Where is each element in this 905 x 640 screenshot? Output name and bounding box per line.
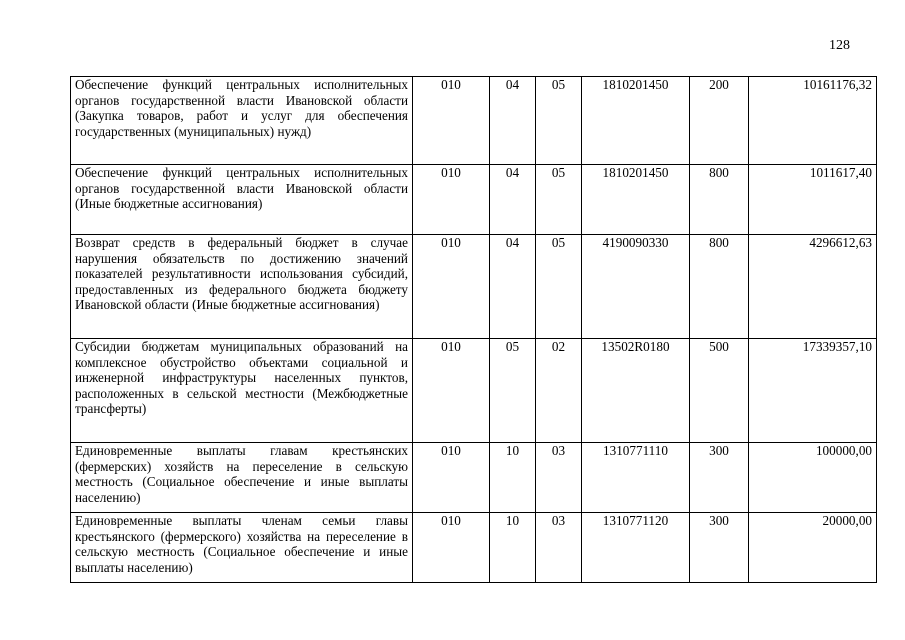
- table-row: [71, 77, 877, 165]
- target-article-code: 1310771120: [582, 513, 690, 583]
- subsection-code: 05: [536, 77, 582, 165]
- section-code: 04: [490, 77, 536, 165]
- table-row: [71, 165, 877, 235]
- expense-description: Обеспечение функций центральных исполнительных органов государственной власти Ивановской области (Иные бюджетные ассигнования): [71, 165, 413, 235]
- subsection-code: 02: [536, 339, 582, 443]
- section-code: 10: [490, 443, 536, 513]
- ministry-code: 010: [413, 77, 490, 165]
- budget-table: [70, 76, 877, 583]
- target-article-code: 4190090330: [582, 235, 690, 339]
- table-row: [71, 443, 877, 513]
- expense-type-code: 300: [690, 513, 749, 583]
- table-row: [71, 339, 877, 443]
- subsection-code: 05: [536, 235, 582, 339]
- section-code: 10: [490, 513, 536, 583]
- target-article-code: 13502R0180: [582, 339, 690, 443]
- expense-type-code: 300: [690, 443, 749, 513]
- ministry-code: 010: [413, 443, 490, 513]
- expense-type-code: 800: [690, 165, 749, 235]
- ministry-code: 010: [413, 513, 490, 583]
- expense-description: Обеспечение функций центральных исполнительных органов государственной власти Ивановской области (Закупка товаров, работ и услуг для обеспечения государственных (муниципальных) нужд): [71, 77, 413, 165]
- expense-description: Субсидии бюджетам муниципальных образований на комплексное обустройство объектами социальной и инженерной инфраструктуры населенных пунктов, расположенных в сельской местности (Межбюджетные трансферты): [71, 339, 413, 443]
- expense-description: Единовременные выплаты главам крестьянских (фермерских) хозяйств на переселение в сельскую местность (Социальное обеспечение и иные выплаты населению): [71, 443, 413, 513]
- amount: 4296612,63: [749, 235, 877, 339]
- subsection-code: 05: [536, 165, 582, 235]
- section-code: 04: [490, 165, 536, 235]
- amount: 100000,00: [749, 443, 877, 513]
- ministry-code: 010: [413, 235, 490, 339]
- table-row: [71, 235, 877, 339]
- expense-type-code: 500: [690, 339, 749, 443]
- amount: 17339357,10: [749, 339, 877, 443]
- target-article-code: 1310771110: [582, 443, 690, 513]
- expense-description: Единовременные выплаты членам семьи главы крестьянского (фермерского) хозяйства на переселение в сельскую местность (Социальное обеспечение и иные выплаты населению): [71, 513, 413, 583]
- expense-type-code: 200: [690, 77, 749, 165]
- subsection-code: 03: [536, 443, 582, 513]
- expense-description: Возврат средств в федеральный бюджет в случае нарушения обязательств по достижению значений показателей результативности использования субсидий, предоставленных из федерального бюджета бюджету Ивановской области (Иные бюджетные ассигнования): [71, 235, 413, 339]
- section-code: 04: [490, 235, 536, 339]
- target-article-code: 1810201450: [582, 77, 690, 165]
- amount: 1011617,40: [749, 165, 877, 235]
- ministry-code: 010: [413, 339, 490, 443]
- amount: 20000,00: [749, 513, 877, 583]
- page-number: 128: [829, 38, 850, 53]
- ministry-code: 010: [413, 165, 490, 235]
- target-article-code: 1810201450: [582, 165, 690, 235]
- table-row: [71, 513, 877, 583]
- expense-type-code: 800: [690, 235, 749, 339]
- amount: 10161176,32: [749, 77, 877, 165]
- subsection-code: 03: [536, 513, 582, 583]
- section-code: 05: [490, 339, 536, 443]
